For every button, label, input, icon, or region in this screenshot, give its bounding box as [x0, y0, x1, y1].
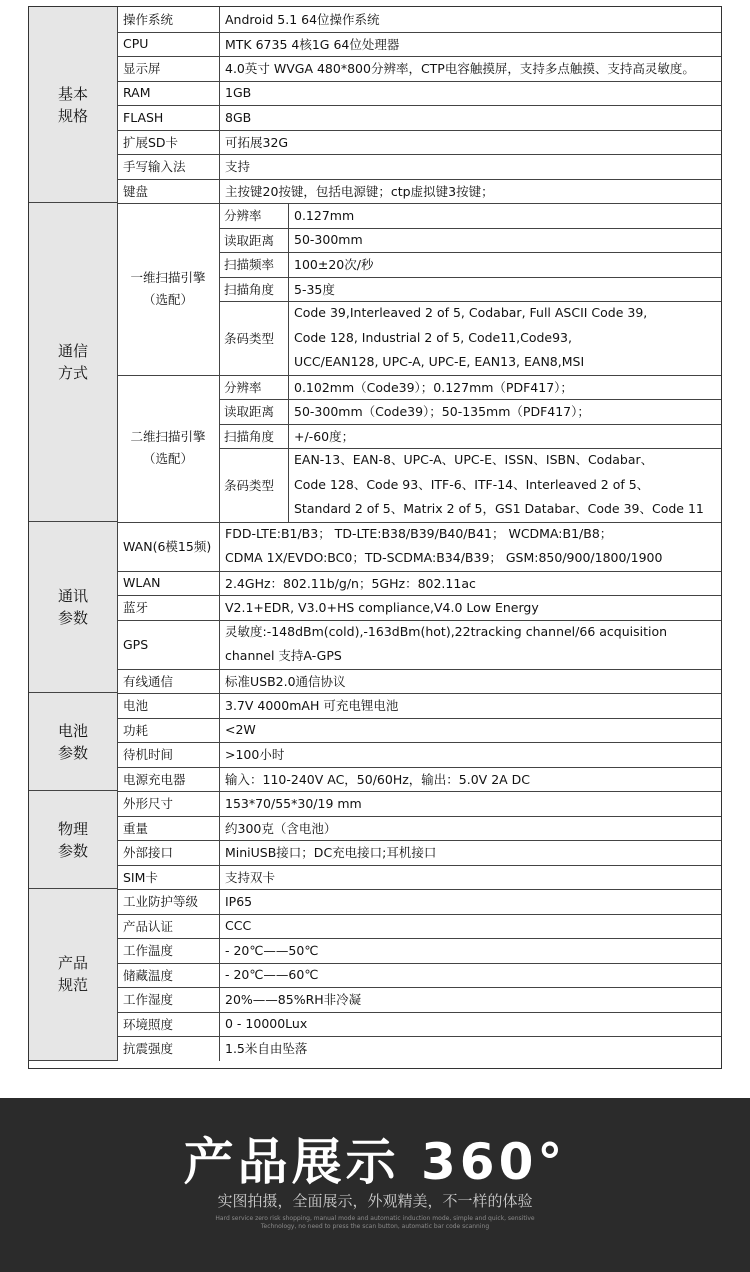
- spec-label: 有线通信: [123, 673, 174, 689]
- spec-label: FLASH: [123, 109, 164, 125]
- spec-value-line: Code 128、Code 93、ITF-6、ITF-14、Interleaved 2 of 5、: [294, 476, 650, 492]
- category-title: 产品 规范: [57, 954, 88, 995]
- spec-value: 0.127mm: [294, 207, 355, 223]
- spec-value: 标准USB2.0通信协议: [225, 673, 346, 689]
- spec-value: 50-300mm: [294, 232, 363, 248]
- spec-sublabel: 读取距离: [224, 404, 275, 420]
- spec-value: 约300克（含电池）: [225, 820, 337, 836]
- spec-value: 可拓展32G: [225, 134, 289, 150]
- banner-subtitle: 实图拍摄，全面展示，外观精美，不一样的体验: [217, 1192, 533, 1210]
- spec-value: 3.7V 4000mAH 可充电锂电池: [225, 698, 399, 714]
- spec-label: 操作系统: [123, 12, 174, 28]
- spec-value: 4.0英寸 WVGA 480*800分辨率，CTP电容触摸屏，支持多点触摸、支持高灵敏度。: [225, 61, 695, 77]
- spec-value: - 20℃——60℃: [225, 967, 319, 983]
- spec-label: 蓝牙: [123, 600, 149, 616]
- spec-value: 1GB: [225, 85, 252, 101]
- spec-sublabel: 扫描频率: [224, 257, 275, 273]
- spec-value-line: Code 39,Interleaved 2 of 5, Codabar, Full ASCII Code 39,: [294, 305, 648, 320]
- spec-label: 待机时间: [123, 747, 174, 763]
- spec-value: 50-300mm（Code39）；50-135mm（PDF417）；: [294, 404, 590, 420]
- spec-value: [288, 448, 721, 522]
- spec-value: 输入：110-240V AC，50/60Hz，输出：5.0V 2A DC: [225, 771, 531, 787]
- spec-value: 支持双卡: [225, 869, 276, 885]
- category-title: 物理 参数: [57, 819, 88, 860]
- spec-label: 外形尺寸: [123, 796, 174, 812]
- spec-label: 工作湿度: [123, 992, 174, 1008]
- spec-sublabel: 条码类型: [224, 477, 275, 493]
- spec-value: 5-35度: [294, 281, 335, 297]
- scan-engine-label: 二维扫描引擎 （选配）: [130, 429, 206, 466]
- spec-label: WAN(6模15频): [123, 539, 212, 554]
- spec-value: [219, 620, 721, 669]
- spec-label: 环境照度: [123, 1016, 174, 1032]
- column-divider: [288, 203, 289, 375]
- spec-sublabel: 扫描角度: [224, 281, 275, 297]
- category-cell: [29, 889, 117, 1061]
- column-divider: [219, 7, 220, 1061]
- spec-value: [288, 301, 721, 375]
- spec-value: - 20℃——50℃: [225, 942, 319, 958]
- spec-value: 8GB: [225, 109, 252, 125]
- spec-value: 2.4GHz：802.11b/g/n；5GHz：802.11ac: [225, 575, 476, 591]
- spec-value: 0 - 10000Lux: [225, 1016, 308, 1032]
- spec-label: GPS: [123, 636, 149, 652]
- spec-value: 0.102mm（Code39）；0.127mm（PDF417）；: [294, 379, 573, 395]
- spec-label: 扩展SD卡: [123, 134, 179, 150]
- spec-sublabel: 条码类型: [224, 330, 275, 346]
- spec-value: V2.1+EDR, V3.0+HS compliance,V4.0 Low Energy: [225, 599, 539, 615]
- spec-value-line: FDD-LTE:B1/B3； TD-LTE:B38/B39/B40/B41； WCDMA:B1/B8；: [225, 525, 613, 541]
- category-cell: [29, 522, 117, 694]
- spec-value: MiniUSB接口；DC充电接口;耳机接口: [225, 845, 437, 861]
- banner-title: 产品展示 360°: [183, 1133, 567, 1191]
- spec-value: MTK 6735 4核1G 64位处理器: [225, 36, 400, 52]
- category-cell: [29, 7, 117, 203]
- spec-value: 主按键20按键，包括电源键；ctp虚拟键3按键；: [225, 183, 494, 199]
- spec-sublabel: 读取距离: [224, 232, 275, 248]
- spec-value: <2W: [225, 722, 256, 738]
- category-title: 基本 规格: [57, 84, 88, 125]
- spec-label: 电源充电器: [123, 771, 186, 787]
- spec-sublabel: 分辨率: [224, 379, 262, 395]
- category-cell: [29, 693, 117, 791]
- spec-label: 电池: [123, 698, 149, 714]
- spec-sublabel: 分辨率: [224, 208, 262, 224]
- category-cell: [29, 791, 117, 889]
- column-divider: [117, 7, 118, 1061]
- spec-value-line: EAN-13、EAN-8、UPC-A、UPC-E、ISSN、ISBN、Codabar、: [294, 452, 654, 467]
- spec-value: Android 5.1 64位操作系统: [225, 12, 380, 28]
- spec-value-line: Standard 2 of 5、Matrix 2 of 5，GS1 Databar、Code 39、Code 11: [294, 501, 704, 516]
- spec-table: [28, 6, 722, 1069]
- spec-value: >100小时: [225, 747, 285, 763]
- spec-sublabel: 扫描角度: [224, 428, 275, 444]
- spec-label: 外部接口: [123, 845, 174, 861]
- banner-fineprint: Hard service zero risk shopping, manual mode and automatic induction mode, simple and quick, sensitive Technology, no need to press the scan button, automatic bar code scanning: [215, 1215, 535, 1230]
- spec-value-line: CDMA 1X/EVDO:BC0；TD-SCDMA:B34/B39； GSM:850/900/1800/1900: [225, 550, 663, 565]
- spec-value: 支持: [225, 159, 251, 175]
- spec-label: 重量: [123, 820, 149, 836]
- column-divider: [288, 375, 289, 522]
- spec-value-line: channel 支持A-GPS: [225, 648, 342, 663]
- spec-label: 手写输入法: [123, 159, 186, 175]
- spec-label: 储藏温度: [123, 967, 174, 983]
- spec-value-line: Code 128, Industrial 2 of 5, Code11,Code93,: [294, 329, 572, 345]
- spec-value-line: UCC/EAN128, UPC-A, UPC-E, EAN13, EAN8,MSI: [294, 354, 585, 369]
- spec-value: CCC: [225, 918, 252, 934]
- category-title: 电池 参数: [57, 721, 88, 762]
- spec-label: 抗震强度: [123, 1041, 174, 1057]
- spec-label: 产品认证: [123, 918, 174, 934]
- spec-label: WLAN: [123, 575, 161, 591]
- spec-value: IP65: [225, 893, 253, 909]
- spec-value: 100±20次/秒: [294, 257, 374, 273]
- spec-label: SIM卡: [123, 869, 158, 885]
- spec-label: RAM: [123, 85, 151, 101]
- spec-label: CPU: [123, 36, 149, 52]
- spec-label: 功耗: [123, 722, 149, 738]
- spec-value-line: 灵敏度:-148dBm(cold),-163dBm(hot),22tracking channel/66 acquisition: [225, 623, 668, 639]
- category-title: 通讯 参数: [57, 586, 88, 627]
- spec-value: +/-60度；: [294, 428, 355, 444]
- spec-value: [219, 522, 721, 571]
- spec-label: 显示屏: [123, 61, 161, 77]
- spec-value: 153*70/55*30/19 mm: [225, 795, 362, 811]
- category-cell: [29, 203, 117, 522]
- spec-value: 20%——85%RH非冷凝: [225, 992, 362, 1008]
- spec-value: 1.5米自由坠落: [225, 1041, 308, 1057]
- spec-label: 键盘: [123, 183, 149, 199]
- scan-engine-label: 一维扫描引擎 （选配）: [130, 269, 206, 307]
- spec-label: 工作温度: [123, 943, 174, 959]
- category-title: 通信 方式: [57, 341, 88, 382]
- spec-label: 工业防护等级: [123, 894, 199, 910]
